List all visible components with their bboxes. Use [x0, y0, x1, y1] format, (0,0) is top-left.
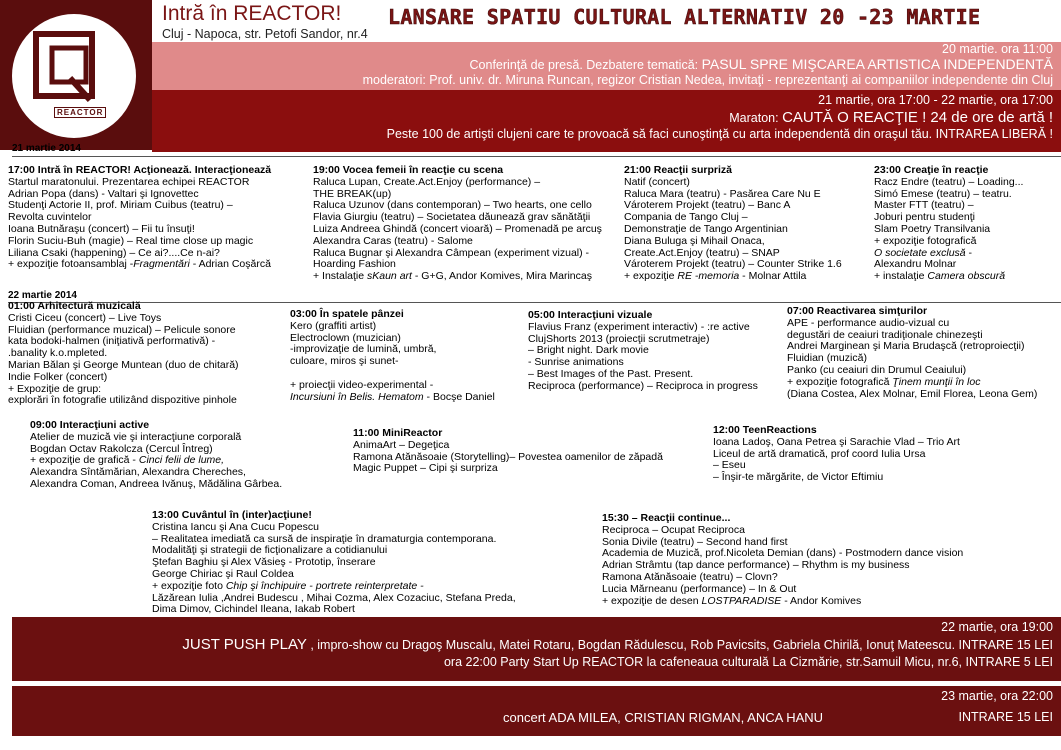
slot-title: 15:30 – Reacţii continue... [602, 512, 731, 524]
slot-line: .banality k.o.mpleted. [8, 347, 108, 360]
slot-line: + proiecţii video-experimental - [290, 378, 434, 391]
slot-line: Liceul de artă dramatică, prof coord Iulia Ursa [713, 447, 926, 460]
extra-italic: Incursiuni în Belis. Hematom [290, 390, 424, 403]
slot-line: Ştefan Baghiu şi Alex Văsieş - Prototip, înserare [152, 556, 376, 569]
slot-line: Adrian Strâmtu (tap dance performance) – Rhythm is my business [602, 559, 910, 572]
slot-line: – Eseu [713, 459, 746, 472]
slot-1530 [602, 513, 963, 607]
extra-suffix: - Adrian Coşărcă [189, 258, 271, 271]
slot-line: Fluidian (muzică) [787, 352, 867, 365]
extra-prefix: + expoziţie de grafică - [30, 454, 139, 467]
slot-line: Electroclown (muzician) [290, 331, 401, 344]
press-moderators: moderatori: Prof. univ. dr. Miruna Runcan, regizor Cristian Nedea, invitaţi - reprezentanţi ai companiilor independente din Cluj [362, 73, 1053, 87]
slot-line: Andrei Marginean şi Maria Brudaşcă (retroproiecţii) [787, 340, 1025, 353]
slot-extra [152, 581, 516, 593]
slot-line: Indie Folker (concert) [8, 370, 108, 383]
slot-extra [8, 259, 271, 271]
slot-title: 01:00 Arhitectură muzicală [8, 300, 141, 312]
slot-line: Slam Poetry Transilvania [874, 222, 991, 235]
slot-line: – Înşir-te mărgărite, de Victor Eftimiu [713, 471, 884, 484]
line-italic: O societate exclusă [874, 246, 966, 259]
slot-extra [874, 271, 1023, 283]
impro-date: 22 martie, ora 19:00 [941, 620, 1053, 634]
slot-line: Simó Emese (teatru) – teatru. [874, 187, 1012, 200]
slot-line: Alexandru Molnar [874, 258, 957, 271]
slot-line: George Chiriac şi Raul Coldea [152, 567, 294, 580]
slot-line: Revolta cuvintelor [8, 211, 92, 224]
slot-line: Flavius Franz (experiment interactiv) - :re active [528, 320, 750, 333]
extra-prefix: + instalaţie [874, 270, 928, 283]
slot-line: + Expoziţie de grup: [8, 382, 102, 395]
slot-line: + expoziţie fotografică [874, 234, 977, 247]
slot-line: Liliana Csaki (happening) – Ce ai?....Ce n-ai? [8, 246, 220, 259]
slot-title: 11:00 MiniReactor [353, 427, 443, 439]
slot-line: Magic Puppet – Cipi şi surpriza [353, 462, 498, 475]
slot-extra [290, 392, 495, 404]
marathon-big: CAUTĂ O REACŢIE ! 24 de ore de artă ! [782, 109, 1053, 126]
page-title: Intră în REACTOR! [162, 2, 342, 25]
slot-title: 19:00 Vocea femeii în reacţie cu scena [313, 164, 504, 176]
slot-line: Panko (cu ceaiuri din Drumul Ceaiului) [787, 363, 967, 376]
slot-title: 03:00 În spatele pânzei [290, 308, 404, 320]
day2-label: 22 martie 2014 [8, 290, 77, 301]
slot-line: Hoarding Fashion [313, 258, 396, 271]
slot-line: (Diana Costea, Alex Molnar, Emil Florea, Leona Gem) [787, 387, 1038, 400]
impro-title: JUST PUSH PLAY [182, 636, 307, 653]
slot-line: explorări în fotografie utilizând dispozitive pinhole [8, 394, 237, 407]
slot-title: 21:00 Reacţii surpriză [624, 164, 732, 176]
slot-line: THE BREAK(up) [313, 187, 392, 200]
press-date: 20 martie. ora 11:00 [942, 42, 1053, 56]
slot-line: APE - performance audio-vizual cu [787, 316, 950, 329]
slot-03 [290, 309, 495, 403]
line-suffix: - [965, 246, 973, 259]
slot-line: – Bright night. Dark movie [528, 344, 649, 357]
slot-line: Dima Dimov, Cichindel Ileana, Iakab Robert [152, 603, 355, 616]
party-line: ora 22:00 Party Start Up REACTOR la cafeneaua culturală La Cizmărie, str.Samuil Micu, nr.6, INTRARE 5 LEI [443, 655, 1053, 669]
slot-01 [8, 301, 239, 407]
slot-line: Reciproca – Ocupat Reciproca [602, 523, 745, 536]
press-topic-prefix: Conferinţă de presă. Dezbatere tematică: [469, 58, 702, 72]
slot-line: Startul maratonului. Prezentarea echipei REACTOR [8, 175, 250, 188]
slot-line: Compania de Tango Cluj – [624, 211, 748, 224]
slot-line: Racz Endre (teatru) – Loading... [874, 175, 1024, 188]
slot-extra [787, 377, 1037, 389]
slot-line: Raluca Bugnar şi Alexandra Câmpean (experiment vizual) - [313, 246, 590, 259]
slot-line: Studenţi Actorie II, prof. Miriam Cuibus (teatru) – [8, 199, 233, 212]
slot-line: Raluca Lupan, Create.Act.Enjoy (performance) – [313, 175, 541, 188]
marathon-prefix: Maraton: [729, 111, 783, 125]
slot-12 [713, 425, 960, 484]
reactor-logo-icon [30, 28, 120, 108]
extra-italic: sKaun art [367, 270, 412, 283]
extra-italic: LOSTPARADISE [701, 594, 782, 607]
slot-line: Master FTT (teatru) – [874, 199, 974, 212]
slot-21 [624, 165, 842, 283]
extra-italic: Cinci felii de lume, [138, 454, 225, 467]
extra-suffix: - G+G, Andor Komives, Mira Marincaş [411, 270, 592, 283]
slot-line: Diana Buluga şi Mihail Onaca, [624, 234, 765, 247]
slot-23 [874, 165, 1023, 283]
slot-line: Bogdan Octav Rakolcza (Cercul Întreg) [30, 442, 213, 455]
slot-line: culoare, miros şi sunet- [290, 355, 399, 368]
extra-prefix: + expoziţie foto [152, 579, 226, 592]
impro-details: , impro-show cu Dragoş Muscalu, Matei Rotaru, Bogdan Rădulescu, Rob Pavicsits, Gabriela Chirilă, Ionuţ Mateescu. INTRARE 15 LEI [306, 638, 1053, 652]
slot-line: Kero (graffiti artist) [290, 319, 377, 332]
slot-line: Ioana Ladoş, Oana Petrea şi Sarachie Vlad – Trio Art [713, 435, 960, 448]
slot-line: – Best Images of the Past. Present. [528, 367, 694, 380]
slot-line: Raluca Uzunov (dans contemporan) – Two hearts, one cello [313, 199, 592, 212]
slot-title: 23:00 Creaţie în reacţie [874, 164, 989, 176]
concert-date: 23 martie, ora 22:00 [941, 689, 1053, 703]
slot-07 [787, 306, 1037, 400]
extra-suffix: - Andor Komives [781, 594, 862, 607]
slot-09 [30, 420, 282, 491]
extra-italic: Ţinem munţii în loc [892, 375, 981, 388]
slot-line: -improvizaţie de lumină, umbră, [290, 343, 437, 356]
extra-italic: Chip şi închipuire - portrete reinterpretate - [225, 579, 424, 592]
slot-line: Joburi pentru studenţi [874, 211, 975, 224]
slot-extra [602, 596, 963, 608]
marathon-date: 21 martie, ora 17:00 - 22 martie, ora 17:00 [818, 93, 1053, 107]
concert-price: INTRARE 15 LEI [958, 710, 1053, 724]
slot-extra [624, 271, 842, 283]
slot-line: - Sunrise animations [528, 356, 624, 369]
slot-line: Marian Bălan şi George Muntean (duo de chitară) [8, 358, 239, 371]
slot-line: Create.Act.Enjoy (teatru) – SNAP [624, 246, 780, 259]
slot-line: Alexandra Caras (teatru) - Salome [313, 234, 473, 247]
slot-line: kata bodoki-halmen (iniţiativă performativă) - [8, 335, 216, 348]
slot-title: 17:00 Intră în REACTOR! Acţionează. Interacţionează [8, 164, 272, 176]
slot-line: – Realitatea imediată ca sursă de inspiraţie în dramaturgia contemporana. [152, 532, 497, 545]
extra-prefix: + expoziţie [624, 270, 678, 283]
slot-line: Lucia Mărneanu (performance) – In & Out [602, 582, 797, 595]
slot-line: Flavia Giurgiu (teatru) – Societatea dăunează grav sănătăţii [313, 211, 591, 224]
slot-line: Luiza Andreea Ghindă (concert vioară) – Promenadă pe arcuş [313, 222, 602, 235]
banner-title: LANSARE SPATIU CULTURAL ALTERNATIV 20 -23 MARTIE [388, 5, 981, 29]
day1-label: 21 martie 2014 [12, 143, 81, 154]
slot-line: Alexandra Coman, Andreea Ivănuş, Mădălina Gârbea. [30, 477, 283, 490]
slot-line: Sonia Divile (teatru) – Second hand first [602, 535, 788, 548]
slot-line: Modalităţi şi strategii de ficţionalizare a cotidianului [152, 544, 388, 557]
slot-line: Atelier de muzică vie şi interacţiune corporală [30, 430, 242, 443]
slot-line: Adrian Popa (dans) - Valtari şi Ignovettec [8, 187, 199, 200]
slot-title: 07:00 Reactivarea simţurilor [787, 305, 928, 317]
concert-line: concert ADA MILEA, CRISTIAN RIGMAN, ANCA HANU [503, 710, 824, 725]
extra-suffix: - Bocşe Daniel [423, 390, 495, 403]
slot-line: Cristina Iancu şi Ana Cucu Popescu [152, 520, 319, 533]
slot-17 [8, 165, 271, 271]
slot-extra [313, 271, 602, 283]
press-topic-big: PASUL SPRE MIŞCAREA ARTISTICA INDEPENDENTĂ [701, 56, 1053, 72]
impro-line [182, 636, 1053, 653]
extra-suffix: - Molnar Attila [739, 270, 807, 283]
extra-italic: Fragmentări [133, 258, 190, 271]
slot-line: Academia de Muzică, prof.Nicoleta Demian (dans) - Postmodern dance vision [602, 547, 964, 560]
slot-line: Demonstraţie de Tango Argentinian [624, 222, 788, 235]
extra-italic: RE -memoria [677, 270, 740, 283]
extra-prefix: + Instalaţie [313, 270, 367, 283]
extra-prefix: + expoziţie de desen [602, 594, 702, 607]
slot-line: degustări de ceaiuri tradiţionale chinezeşti [787, 328, 983, 341]
slot-line: Florin Suciu-Buh (magie) – Real time close up magic [8, 234, 254, 247]
slot-line: AnimaArt – Degeţica [353, 438, 450, 451]
slot-line: Ramona Atănăsoaie (teatru) – Clovn? [602, 570, 778, 583]
slot-title: 09:00 Interacţiuni active [30, 419, 150, 431]
slot-line: ClujShorts 2013 (proiecţii scrutmetraje) [528, 332, 710, 345]
slot-line: Alexandra Sîntămărian, Alexandra Chereches, [30, 466, 246, 479]
extra-prefix: + expoziţie fotografică [787, 375, 893, 388]
slot-title: 13:00 Cuvântul în (inter)acţiune! [152, 509, 312, 521]
slot-11 [353, 428, 663, 475]
spacer [290, 368, 495, 380]
slot-line: Ioana Butnăraşu (concert) – Fii tu însuţi! [8, 222, 195, 235]
slot-title: 05:00 Interacţiuni vizuale [528, 309, 653, 321]
slot-13 [152, 510, 516, 616]
slot-line: Lăzărean Iulia ,Andrei Budescu , Mihai Cozma, Alex Cozaciuc, Stefana Preda, [152, 591, 516, 604]
slot-line: Ramona Atănăsoaie (Storytelling)– Povestea oamenilor de zăpadă [353, 450, 663, 463]
slot-title: 12:00 TeenReactions [713, 424, 817, 436]
slot-line: Raluca Mara (teatru) - Pasărea Care Nu E [624, 187, 821, 200]
extra-prefix: + expoziţie fotoansamblaj - [8, 258, 134, 271]
marathon-title [729, 109, 1053, 126]
slot-05 [528, 310, 758, 393]
slot-line: Cristi Ciceu (concert) – Live Toys [8, 311, 162, 324]
slot-line: Vároterem Projekt (teatru) – Counter Strike 1.6 [624, 258, 842, 271]
press-topic [470, 56, 1053, 72]
address: Cluj - Napoca, str. Petofi Sandor, nr.4 [162, 27, 368, 41]
marathon-desc: Peste 100 de artişti clujeni care te provoacă să faci cunoştinţă cu arta independentă din oraşul tău. INTRAREA LIBERĂ ! [386, 127, 1053, 141]
slot-line: Fluidian (performance muzical) – Pelicule sonore [8, 323, 236, 336]
slot-line: Natif (concert) [624, 175, 690, 188]
separator [12, 156, 1061, 157]
slot-line: Reciproca (performance) – Reciproca in progress [528, 379, 758, 392]
slot-19 [313, 165, 602, 283]
logo-wordmark: REACTOR [54, 107, 106, 118]
slot-line: Vároterem Projekt (teatru) – Banc A [624, 199, 791, 212]
extra-italic: Camera obscură [927, 270, 1006, 283]
